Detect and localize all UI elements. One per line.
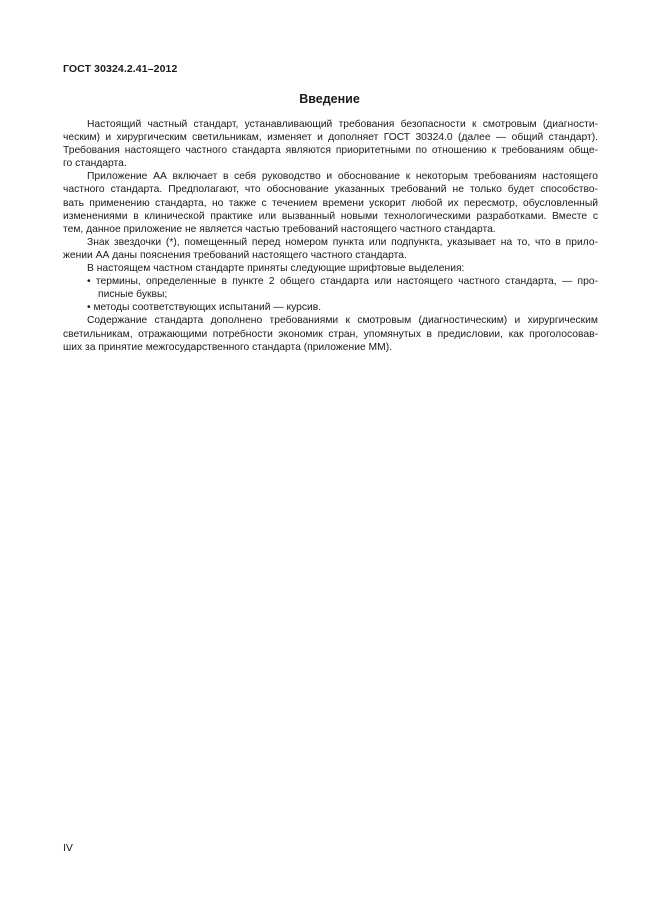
section-title: Введение xyxy=(299,92,360,106)
text-line: го стандарта. xyxy=(63,158,127,170)
body-text xyxy=(63,118,598,354)
page-number: IV xyxy=(63,842,73,854)
text-line: ческим) и хирургическим светильникам, изменяет и дополняет ГОСТ 30324.0 (далее — общий стандарт). xyxy=(63,132,598,144)
text-line: Требования настоящего частного стандарта являются приоритетными по отношению к требованиям обще- xyxy=(63,145,598,157)
text-line: писные буквы; xyxy=(98,289,168,301)
paragraph-content xyxy=(63,314,598,353)
paragraph-intro xyxy=(63,118,598,170)
paragraph-fonts xyxy=(63,262,598,275)
text-line: частного стандарта. Предполагают, что обоснование указанных требований не только будет способство- xyxy=(63,184,598,196)
text-line: • методы соответствующих испытаний — курсив. xyxy=(87,302,322,314)
text-line: В настоящем частном стандарте приняты следующие шрифтовые выделения: xyxy=(87,263,465,275)
text-line: Знак звездочки (*), помещенный перед номером пункта или подпункта, указывает на то, что в прило- xyxy=(87,236,598,248)
text-line: ших за принятие межгосударственного стандарта (приложение ММ). xyxy=(63,341,393,353)
paragraph-asterisk xyxy=(63,236,598,262)
text-line: Приложение АА включает в себя руководство и обоснование к некоторым требованиям настоящего xyxy=(87,171,598,183)
paragraph-annex-aa xyxy=(63,170,598,235)
text-line: • термины, определенные в пункте 2 общего стандарта или настоящего частного стандарта, — про- xyxy=(87,276,598,288)
text-line: Настоящий частный стандарт, устанавливающий требования безопасности к смотровым (диагности- xyxy=(87,119,598,130)
text-line: тем, данное приложение не является частью требований настоящего частного стандарта. xyxy=(63,223,496,235)
text-line: вать применению стандарта, но также с течением времени ускорит любой их пересмотр, обусловленный xyxy=(63,197,598,209)
bullet-item-methods xyxy=(63,301,598,314)
text-line: жении АА даны пояснения требований настоящего частного стандарта. xyxy=(63,249,407,261)
text-line: изменениями в клинической практике или вызванный новыми технологическими разработками. Вместе с xyxy=(63,210,598,222)
text-line: Содержание стандарта дополнено требованиями к смотровым (диагностическим) и хирургическим xyxy=(87,315,598,327)
document-code: ГОСТ 30324.2.41–2012 xyxy=(63,63,178,75)
bullet-item-terms xyxy=(63,275,598,301)
text-line: светильникам, отражающими потребности экономик стран, упомянутых в предисловии, как проголосовав- xyxy=(63,328,598,340)
